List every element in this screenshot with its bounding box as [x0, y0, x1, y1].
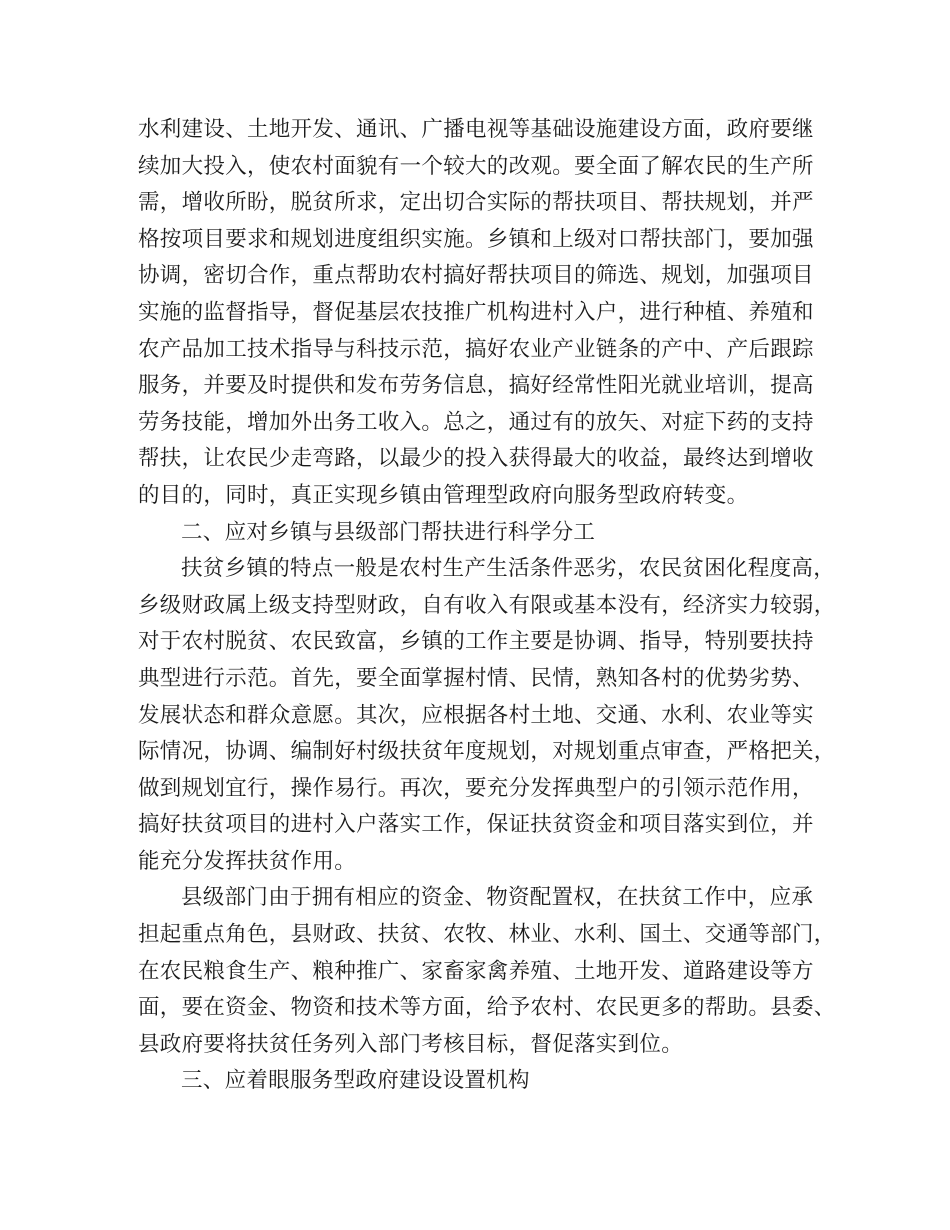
text-line: 二、应对乡镇与县级部门帮扶进行科学分工 — [181, 519, 596, 545]
text-line: 担起重点角色，县财政、扶贫、农牧、林业、水利、国土、交通等部门， — [138, 922, 836, 948]
text-line: 县政府要将扶贫任务列入部门考核目标，督促落实到位。 — [138, 1031, 684, 1057]
text-line: 需，增收所盼，脱贫所求，定出切合实际的帮扶项目、帮扶规划，并严 — [138, 190, 814, 216]
text-line: 际情况，协调、编制好村级扶贫年度规划，对规划重点审查，严格把关， — [138, 739, 836, 765]
text-line: 搞好扶贫项目的进村入户落实工作，保证扶贫资金和项目落实到位，并 — [138, 812, 814, 838]
text-line: 服务，并要及时提供和发布劳务信息，搞好经常性阳光就业培训，提高 — [138, 373, 814, 399]
text-line: 面，要在资金、物资和技术等方面，给予农村、农民更多的帮助。县委、 — [138, 995, 836, 1021]
text-line: 农产品加工技术指导与科技示范，搞好农业产业链条的产中、产后跟踪 — [138, 336, 814, 362]
text-line: 协调，密切合作，重点帮助农村搞好帮扶项目的筛选、规划，加强项目 — [138, 263, 814, 289]
text-line: 做到规划宜行，操作易行。再次，要充分发挥典型户的引领示范作用， — [138, 775, 814, 801]
text-line: 对于农村脱贫、农民致富，乡镇的工作主要是协调、指导，特别要扶持 — [138, 629, 814, 655]
text-line: 县级部门由于拥有相应的资金、物资配置权，在扶贫工作中，应承 — [181, 885, 814, 911]
text-line: 续加大投入，使农村面貌有一个较大的改观。要全面了解农民的生产所 — [138, 153, 814, 179]
text-line: 格按项目要求和规划进度组织实施。乡镇和上级对口帮扶部门，要加强 — [138, 226, 814, 252]
text-line: 劳务技能，增加外出务工收入。总之，通过有的放矢、对症下药的支持 — [138, 409, 814, 435]
text-line: 实施的监督指导，督促基层农技推广机构进村入户，进行种植、养殖和 — [138, 299, 814, 325]
text-line: 帮扶，让农民少走弯路，以最少的投入获得最大的收益，最终达到增收 — [138, 446, 814, 472]
text-line: 扶贫乡镇的特点一般是农村生产生活条件恶劣，农民贫困化程度高， — [181, 556, 836, 582]
document-body — [138, 112, 836, 1100]
text-line: 乡级财政属上级支持型财政，自有收入有限或基本没有，经济实力较弱， — [138, 592, 836, 618]
text-line: 典型进行示范。首先，要全面掌握村情、民情，熟知各村的优势劣势、 — [138, 665, 814, 691]
text-line: 发展状态和群众意愿。其次，应根据各村土地、交通、水利、农业等实 — [138, 702, 814, 728]
text-line: 三、应着眼服务型政府建设设置机构 — [181, 1068, 530, 1094]
text-line: 的目的，同时，真正实现乡镇由管理型政府向服务型政府转变。 — [138, 482, 749, 508]
text-line: 水利建设、土地开发、通讯、广播电视等基础设施建设方面，政府要继 — [138, 117, 814, 142]
text-line: 能充分发挥扶贫作用。 — [138, 848, 357, 874]
text-line: 在农民粮食生产、粮种推广、家畜家禽养殖、土地开发、道路建设等方 — [138, 958, 814, 984]
